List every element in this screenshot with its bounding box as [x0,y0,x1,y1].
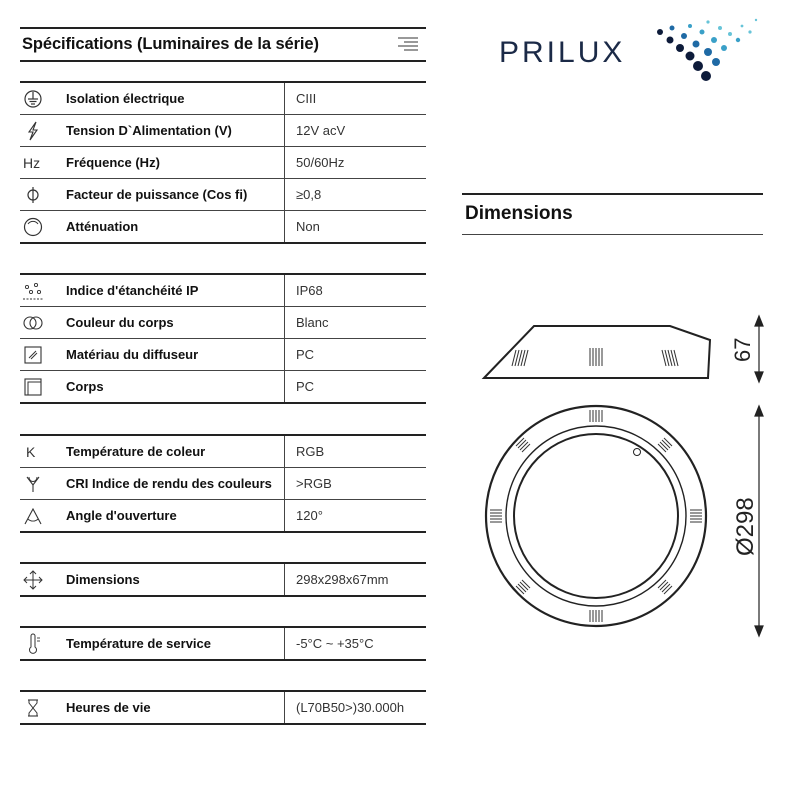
spec-row-frequency [20,147,426,179]
spec-label: Température de service [66,636,211,651]
diffuser-material-icon [22,344,44,366]
spec-row-power-factor [20,179,426,211]
luminaire-side-view [484,326,710,378]
side-vent-center [590,348,602,366]
svg-text:Hz: Hz [23,155,41,171]
height-dimension-arrow [755,316,763,382]
lightning-icon [22,120,44,142]
spec-label: Facteur de puissance (Cos fi) [66,187,248,202]
column-divider [284,275,285,306]
spec-label: Isolation électrique [66,91,185,106]
spec-label: Température de coleur [66,444,206,459]
column-divider [284,147,285,178]
dimensions-header [462,193,763,235]
spec-value: 50/60Hz [296,155,345,170]
spec-label: Corps [66,379,104,394]
dimensions-arrows-icon [22,569,44,591]
spec-label: Tension D`Alimentation (V) [66,123,232,138]
spec-value: >RGB [296,476,332,491]
top-view-vents [490,410,702,622]
spec-group-operating-temperature [20,626,426,661]
thermometer-icon [22,633,44,655]
dimensions-title: Dimensions [465,203,573,224]
height-dimension-label: 67 [730,337,755,362]
electrical-insulation-icon [22,88,44,110]
spec-label: CRI Indice de rendu des couleurs [66,476,272,491]
spec-value: RGB [296,444,325,459]
spec-label: Indice d'étanchéité IP [66,283,199,298]
spec-row-color-temperature [20,436,426,468]
column-divider [284,468,285,499]
column-divider [284,628,285,659]
brand-dots-graphic [646,16,776,86]
spec-value: IP68 [296,283,323,298]
cri-icon [22,473,44,495]
column-divider [284,83,285,114]
spec-group-lifetime [20,690,426,725]
spec-row-cri [20,468,426,500]
spec-value: 12V acV [296,123,346,138]
spec-value: Blanc [296,315,329,330]
menu-lines-icon[interactable] [396,35,420,53]
spec-value: CIII [296,91,317,106]
svg-text:K: K [26,444,36,460]
ip-bubbles-icon [22,280,44,302]
column-divider [284,211,285,242]
brand-logo-text: PRILUX [499,36,626,69]
dimension-drawing [470,300,790,660]
luminaire-top-view [486,406,706,626]
spec-label: Dimensions [66,572,140,587]
column-divider [284,371,285,402]
column-divider [284,564,285,595]
body-color-icon [22,312,44,334]
column-divider [284,436,285,467]
beam-angle-icon [22,505,44,527]
specifications-title: Spécifications (Luminaires de la série) [22,35,319,53]
column-divider [284,115,285,146]
spec-value: Non [296,219,320,234]
spec-label: Fréquence (Hz) [66,155,160,170]
spec-value: PC [296,379,315,394]
spec-label: Couleur du corps [66,315,174,330]
spec-row-lifetime [20,692,426,725]
column-divider [284,179,285,210]
spec-row-diffuser [20,339,426,371]
kelvin-icon [22,441,44,463]
spec-value: 298x298x67mm [296,572,389,587]
spec-row-beam-angle [20,500,426,533]
spec-group-light [20,434,426,533]
brand-logo [496,16,776,86]
side-vent-left [512,350,528,366]
spec-row-body-color [20,307,426,339]
hz-icon [22,152,44,174]
spec-group-physical [20,273,426,404]
column-divider [284,307,285,338]
specifications-header [20,27,426,62]
spec-value: (L70B50>)30.000h [296,700,405,715]
column-divider [284,339,285,370]
spec-row-dimming [20,211,426,244]
hourglass-icon [22,697,44,719]
spec-row-dimensions [20,564,426,597]
body-icon [22,376,44,398]
dimming-icon [22,216,44,238]
side-vent-right [662,350,678,366]
spec-value: ≥0,8 [296,187,322,202]
diameter-dimension-label: Ø298 [732,497,759,556]
spec-value: 120° [296,508,323,523]
spec-label: Angle d'ouverture [66,508,177,523]
spec-value: -5°C ~ +35°C [296,636,374,651]
spec-row-operating-temperature [20,628,426,661]
phi-icon [22,184,44,206]
spec-value: PC [296,347,315,362]
spec-row-voltage [20,115,426,147]
spec-label: Heures de vie [66,700,151,715]
spec-row-insulation [20,83,426,115]
spec-label: Matériau du diffuseur [66,347,199,362]
column-divider [284,692,285,723]
spec-group-dimensions [20,562,426,597]
column-divider [284,500,285,531]
spec-label: Atténuation [66,219,139,234]
spec-row-body [20,371,426,404]
spec-group-electrical [20,81,426,244]
spec-row-ip [20,275,426,307]
